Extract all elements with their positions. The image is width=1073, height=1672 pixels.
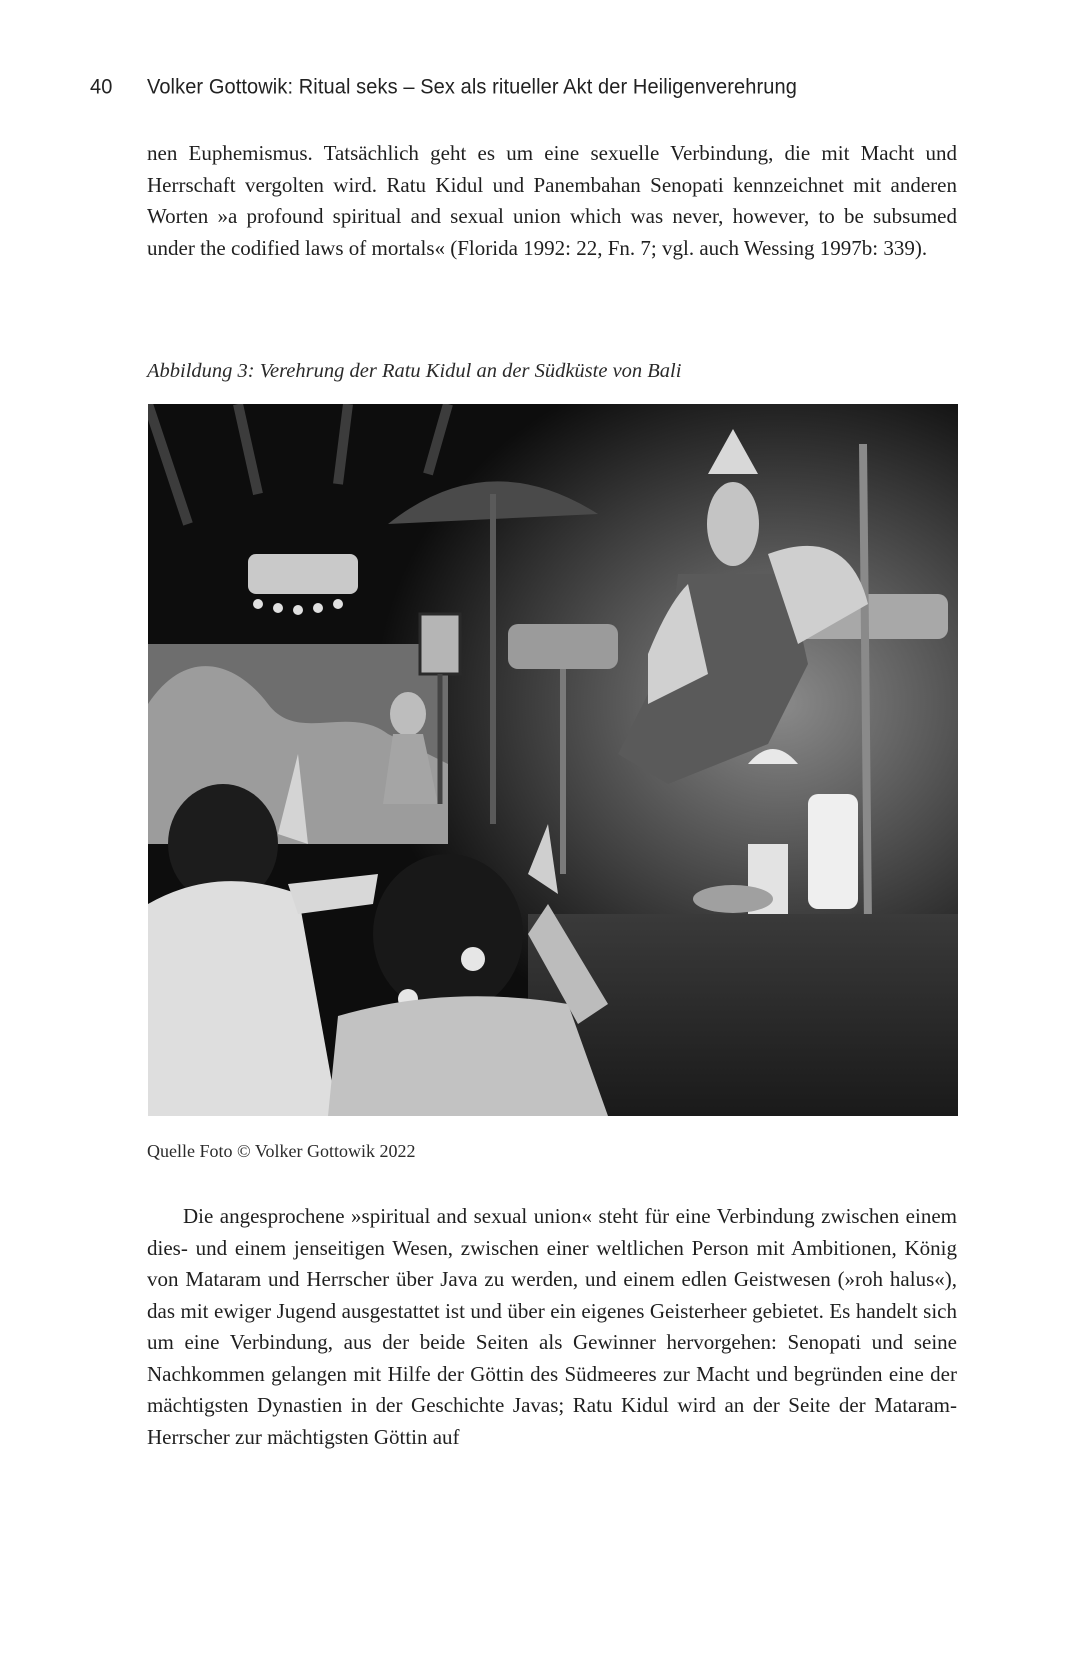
photo-illustration: [148, 404, 958, 1116]
running-title: Volker Gottowik: Ritual seks – Sex als ritueller Akt der Heiligenverehrung: [147, 75, 797, 99]
paragraph-2: [147, 1201, 957, 1453]
figure-caption: Abbildung 3: Verehrung der Ratu Kidul an der Südküste von Bali: [147, 360, 682, 382]
figure-photo: [148, 404, 958, 1116]
paragraph-1: [147, 138, 957, 264]
page-number: 40: [90, 75, 113, 99]
photo-credit: Quelle Foto © Volker Gottowik 2022: [147, 1141, 416, 1161]
running-header: [90, 75, 953, 99]
paragraph-2-text: Die angesprochene »spiritual and sexual union« steht für eine Verbindung zwischen einem dies- und einem jenseitigen Wesen, zwischen einer weltlichen Person mit Ambitionen, König von Mataram und Herrscher über Java zu werden, und einem edlen Geistwesen (»roh halus«), das mit ewiger Jugend ausgestattet ist und über ein eigenes Geisterheer gebietet. Es handelt sich um eine Verbindung, aus der beide Seiten als Gewinner hervorgehen: Senopati und seine Nachkommen gelangen mit Hilfe der Göttin des Südmeeres zur Macht und begründen eine der mächtigsten Dynastien in der Geschichte Javas; Ratu Kidul wird an der Seite der Mataram-Herrscher zur mächtigsten Göttin auf: [147, 1204, 957, 1449]
paragraph-1-text: nen Euphemismus. Tatsächlich geht es um eine sexuelle Verbindung, die mit Macht und Herrschaft vergolten wird. Ratu Kidul und Panembahan Senopati kennzeichnet mit anderen Worten »a profound spiritual and sexual union which was never, however, to be subsumed under the codified laws of mortals« (Florida 1992: 22, Fn. 7; vgl. auch Wessing 1997b: 339).: [147, 141, 957, 260]
